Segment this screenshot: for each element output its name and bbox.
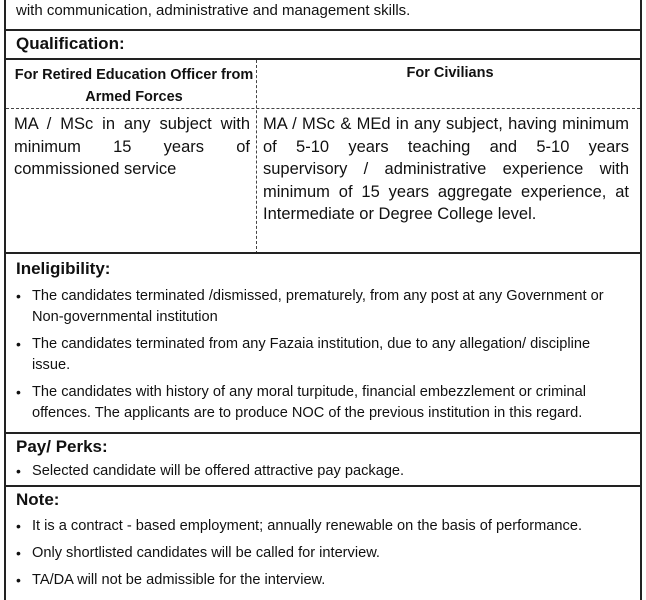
bullet-icon: •	[16, 288, 21, 304]
list-item: • Selected candidate will be offered attractive pay package.	[16, 461, 630, 482]
qualification-heading: Qualification:	[16, 34, 125, 53]
pay-heading: Pay/ Perks:	[16, 437, 108, 456]
pay-list	[16, 461, 630, 482]
job-advertisement	[4, 0, 642, 600]
list-item: • The candidates terminated /dismissed, prematurely, from any post at any Government or Non-governmental institution	[16, 288, 604, 325]
col-header-civilians: For Civilians	[406, 65, 494, 81]
col-header-armed-forces: For Retired Education Officer from Armed Forces	[14, 67, 254, 105]
ineligibility-list	[16, 286, 630, 424]
note-heading: Note:	[16, 490, 60, 509]
divider	[6, 432, 640, 434]
bullet-icon: •	[16, 384, 21, 400]
list-item: • The candidates with history of any moral turpitude, financial embezzlement or criminal offences. The applicants are to produce NOC of the previous institution in this regard.	[16, 384, 587, 421]
bullet-icon: •	[16, 518, 21, 534]
bullet-icon: •	[16, 463, 21, 479]
armed-forces-requirement: MA / MSc in any subject with minimum 15 years of commissioned service	[14, 115, 250, 178]
column-divider	[256, 60, 257, 254]
list-item: • The candidates terminated from any Fazaia institution, due to any allegation/ discipline issue.	[16, 336, 591, 373]
list-item: • TA/DA will not be admissible for the interview.	[16, 570, 630, 591]
divider	[6, 58, 640, 60]
bullet-icon: •	[16, 545, 21, 561]
list-item: • It is a contract - based employment; annually renewable on the basis of performance.	[16, 516, 630, 537]
divider	[6, 252, 640, 254]
divider	[6, 29, 640, 31]
civilians-requirement: MA / MSc & MEd in any subject, having minimum of 5-10 years teaching and 5-10 years supervisory / administrative experience with minimum of 15 years aggregate experience, at Intermediate or Degree College level.	[263, 115, 629, 223]
header-divider	[6, 108, 640, 109]
bullet-icon: •	[16, 572, 21, 588]
list-item: • Only shortlisted candidates will be called for interview.	[16, 543, 630, 564]
bullet-icon: •	[16, 336, 21, 352]
note-list	[16, 516, 630, 591]
intro-text: with communication, administrative and management skills.	[16, 2, 411, 19]
ineligibility-heading: Ineligibility:	[16, 259, 111, 278]
divider	[6, 485, 640, 487]
